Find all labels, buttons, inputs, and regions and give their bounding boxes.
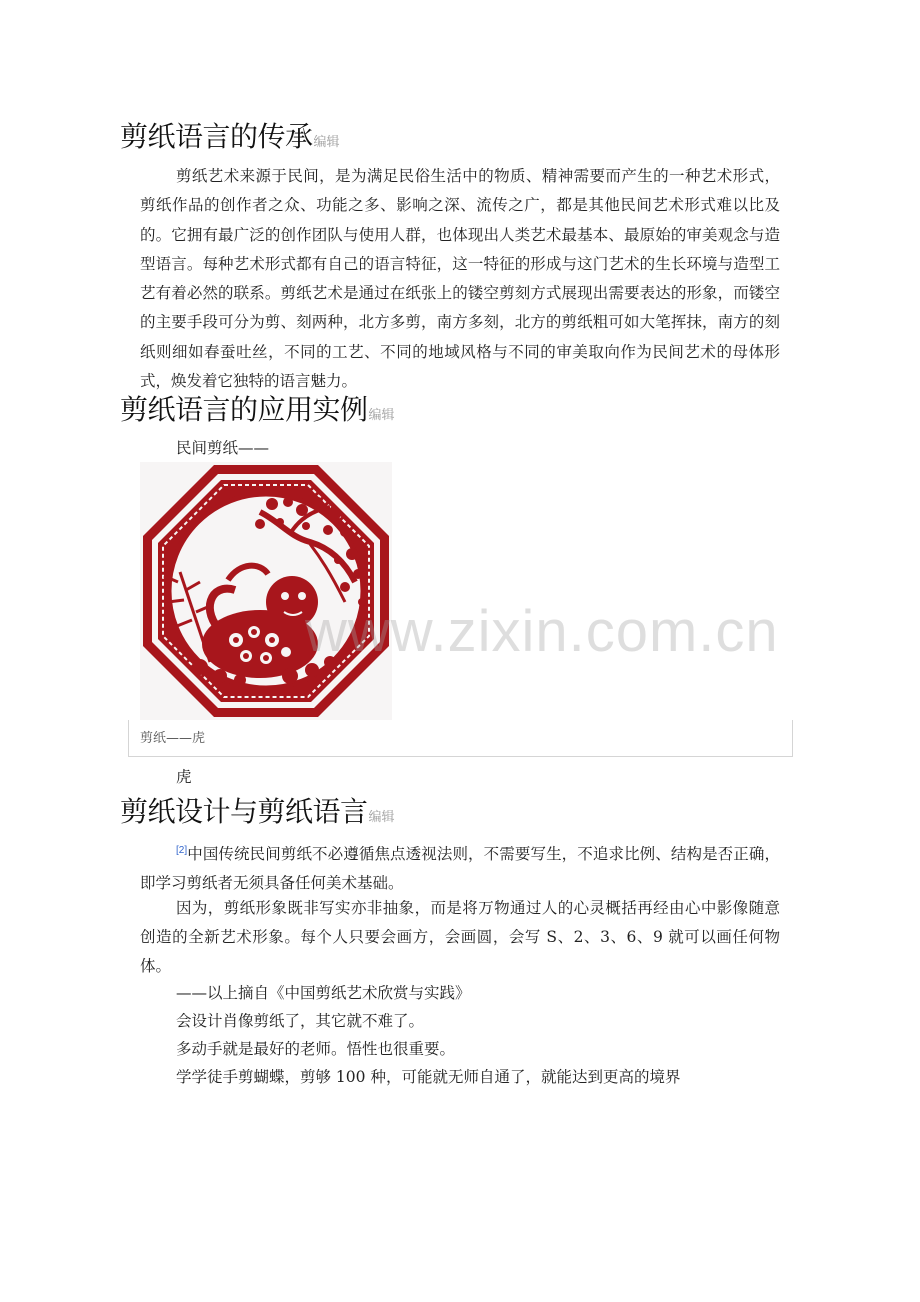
after-figure-text: 虎 bbox=[176, 768, 192, 786]
paragraph-inheritance: 剪纸艺术来源于民间，是为满足民俗生活中的物质、精神需要而产生的一种艺术形式，剪纸作品的创作者之众、功能之多、影响之深、流传之广，都是其他民间艺术形式难以比及的。它拥有最广泛的创作团队与使用人群，也体现出人类艺术最基本、最原始的审美观念与造型语言。每种艺术形式都有自己的语言特征，这一特征的形成与这门艺术的生长环境与造型工艺有着必然的联系。剪纸艺术是通过在纸张上的镂空剪刻方式展现出需要表达的形象，而镂空的主要手段可分为剪、刻两种，北方多剪，南方多刻，北方的剪纸粗可如大笔挥抹，南方的刻纸则细如春蚕吐丝，不同的工艺、不同的地域风格与不同的审美取向作为民间艺术的母体形式，焕发着它独特的语言魅力。 bbox=[140, 167, 780, 391]
figure-caption-box bbox=[128, 720, 793, 757]
paragraph-text: 中国传统民间剪纸不必遵循焦点透视法则，不需要写生，不追求比例、结构是否正确，即学习剪纸者无须具备任何美术基础。 bbox=[140, 845, 780, 893]
tiger-papercut-image[interactable] bbox=[140, 462, 392, 720]
edit-link[interactable]: 编辑 bbox=[368, 408, 395, 423]
text-line-3: 学学徒手剪蝴蝶，剪够 100 种，可能就无师自通了，就能达到更高的境界 bbox=[176, 1068, 681, 1086]
heading-text: 剪纸设计与剪纸语言 bbox=[120, 795, 368, 828]
heading-text: 剪纸语言的传承 bbox=[120, 120, 313, 153]
section-heading-design bbox=[120, 795, 395, 835]
paragraph-design-2: 因为，剪纸形象既非写实亦非抽象，而是将万物通过人的心灵概括再经由心中影像随意创造的全新艺术形象。每个人只要会画方，会画圆，会写 S、2、3、6、9 就可以画任何物体。 bbox=[140, 899, 780, 975]
text-line-1: 会设计肖像剪纸了，其它就不难了。 bbox=[176, 1012, 425, 1030]
paragraph-design-1 bbox=[140, 836, 780, 898]
heading-text: 剪纸语言的应用实例 bbox=[120, 393, 368, 426]
figure-caption: 剪纸——虎 bbox=[140, 731, 206, 746]
edit-link[interactable]: 编辑 bbox=[368, 810, 395, 825]
section-heading-examples bbox=[120, 393, 395, 433]
section-heading-inheritance bbox=[120, 120, 340, 160]
folk-papercut-intro: 民间剪纸—— bbox=[176, 439, 270, 457]
watermark: www.zixin.com.cn bbox=[305, 599, 779, 664]
text-line-2: 多动手就是最好的老师。悟性也很重要。 bbox=[176, 1040, 456, 1058]
reference-link[interactable]: [2] bbox=[176, 845, 188, 856]
edit-link[interactable]: 编辑 bbox=[313, 135, 340, 150]
quote-source: ——以上摘自《中国剪纸艺术欣赏与实践》 bbox=[176, 984, 471, 1002]
